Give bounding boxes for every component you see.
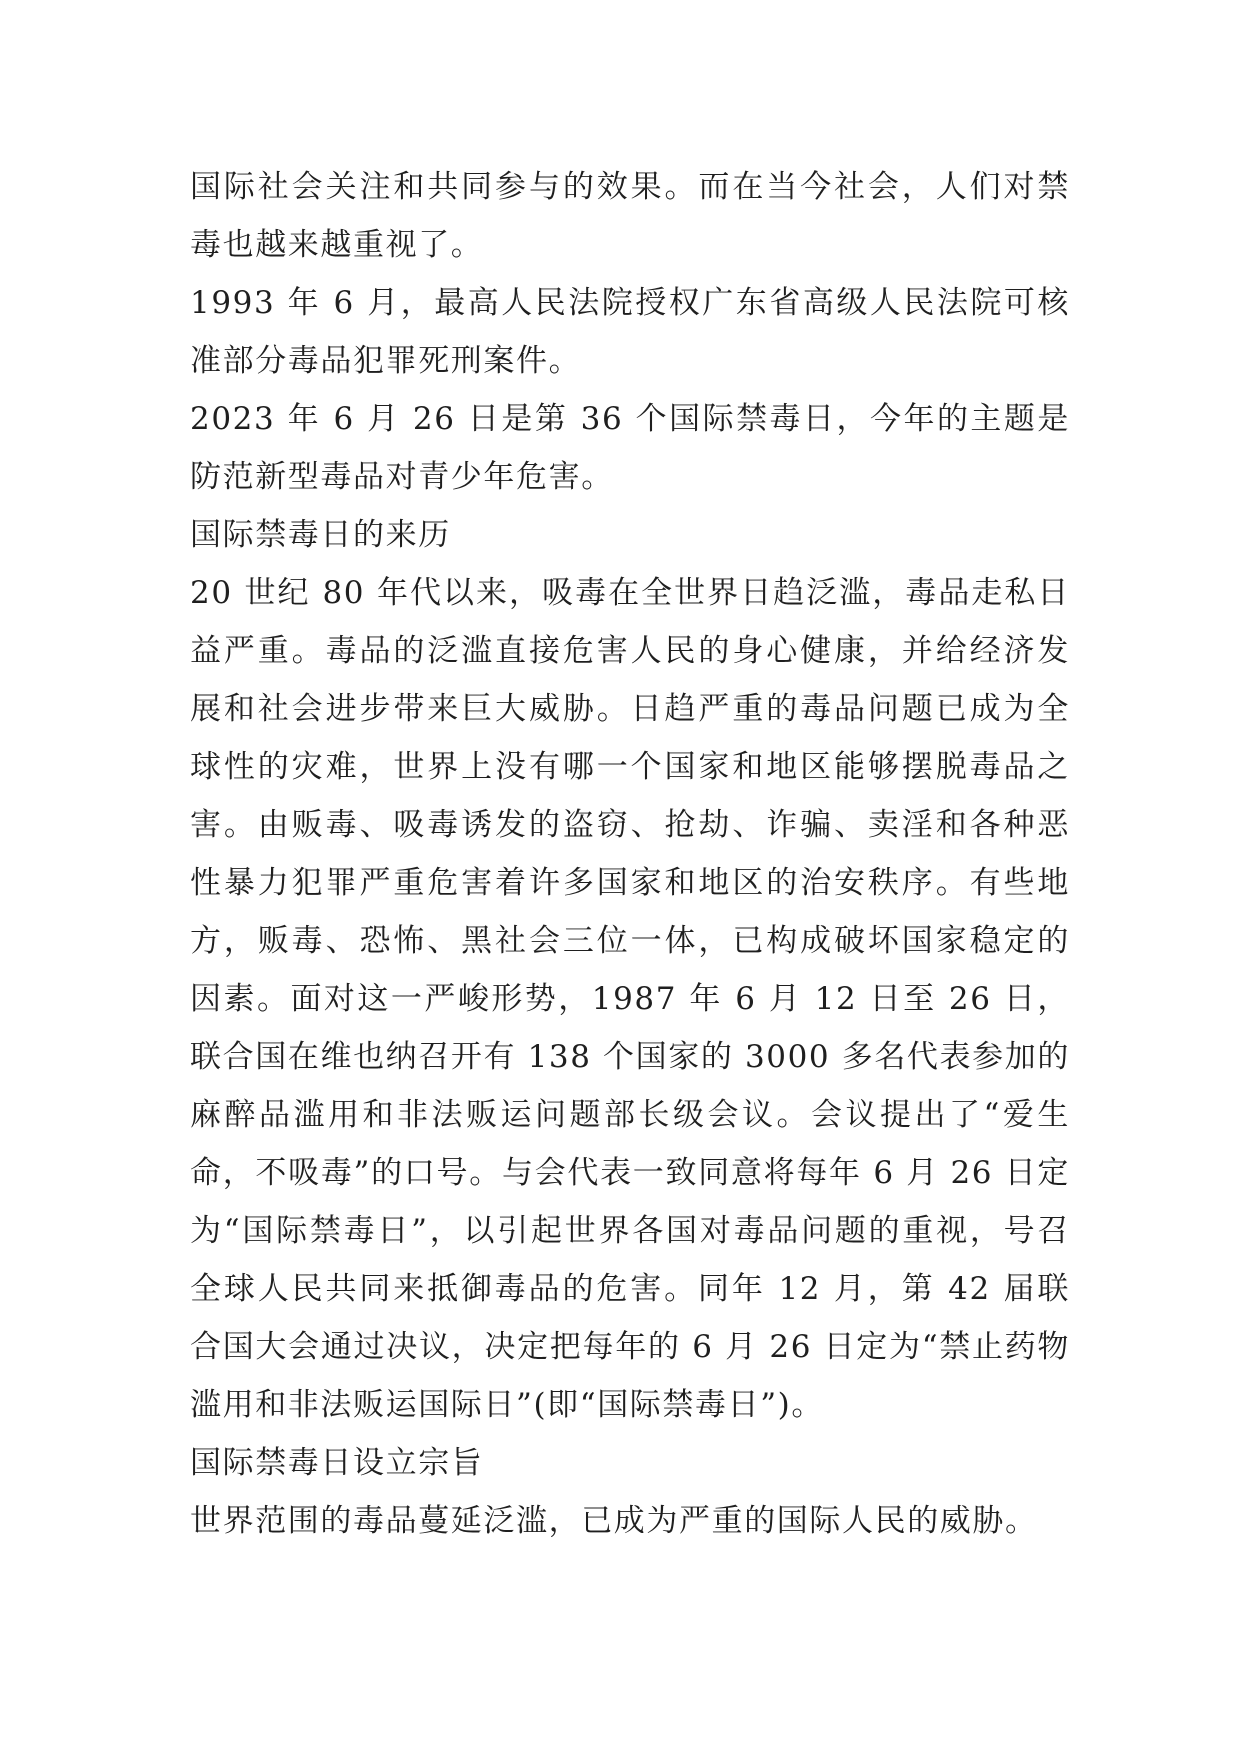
heading-origin: 国际禁毒日的来历 — [190, 517, 451, 553]
paragraph-2023-theme: 2023 年 6 月 26 日是第 36 个国际禁毒日，今年的主题是防范新型毒品对青少年危害。 — [190, 401, 1070, 495]
paragraph-1993: 1993 年 6 月，最高人民法院授权广东省高级人民法院可核准部分毒品犯罪死刑案件。 — [190, 285, 1070, 379]
paragraph-intro-continuation: 国际社会关注和共同参与的效果。而在当今社会，人们对禁毒也越来越重视了。 — [190, 169, 1070, 263]
paragraph-origin-body: 20 世纪 80 年代以来，吸毒在全世界日趋泛滥，毒品走私日益严重。毒品的泛滥直接危害人民的身心健康，并给经济发展和社会进步带来巨大威胁。日趋严重的毒品问题已成为全球性的灾难，世界上没有哪一个国家和地区能够摆脱毒品之害。由贩毒、吸毒诱发的盗窃、抢劫、诈骗、卖淫和各种恶性暴力犯罪严重危害着许多国家和地区的治安秩序。有些地方，贩毒、恐怖、黑社会三位一体，已构成破坏国家稳定的因素。面对这一严峻形势，1987 年 6 月 12 日至 26 日，联合国在维也纳召开有 138 个国家的 3000 多名代表参加的麻醉品滥用和非法贩运问题部长级会议。会议提出了“爱生命，不吸毒”的口号。与会代表一致同意将每年 6 月 26 日定为“国际禁毒日”，以引起世界各国对毒品问题的重视，号召全球人民共同来抵御毒品的危害。同年 12 月，第 42 届联合国大会通过决议，决定把每年的 6 月 26 日定为“禁止药物滥用和非法贩运国际日”(即“国际禁毒日”)。 — [190, 575, 1070, 1423]
heading-purpose: 国际禁毒日设立宗旨 — [190, 1445, 484, 1481]
paragraph-purpose-body: 世界范围的毒品蔓延泛滥，已成为严重的国际人民的威胁。 — [190, 1503, 1038, 1539]
document-body — [190, 158, 1070, 1550]
